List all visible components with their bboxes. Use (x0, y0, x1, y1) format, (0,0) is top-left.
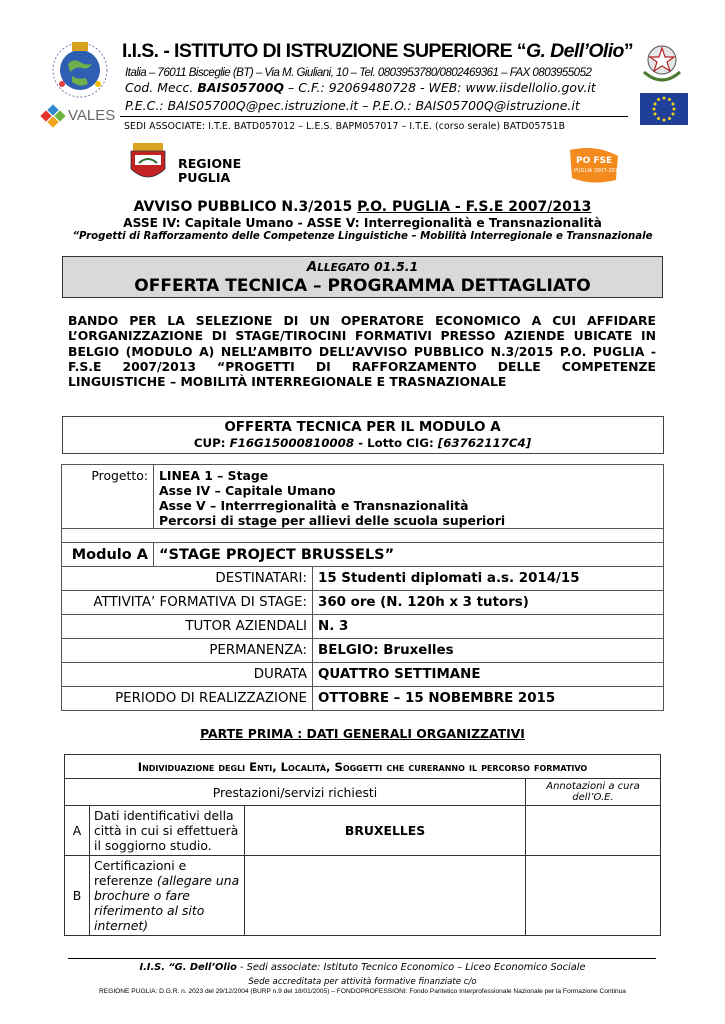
enti-table (64, 754, 661, 936)
po-fse-logo (566, 146, 622, 186)
footer-rule (68, 958, 656, 959)
po-fse-logo-text: PO FSE (576, 156, 613, 166)
detail-label: DURATA (62, 663, 313, 687)
row-letter: A (65, 806, 90, 856)
row-value[interactable]: BRUXELLES (245, 806, 526, 856)
row-description: Dati identificativi della città in cui si effettuerà il soggiorno studio. (90, 806, 245, 856)
detail-label: PERIODO DI REALIZZAZIONE (62, 687, 313, 711)
detail-value: QUATTRO SETTIMANE (313, 663, 664, 687)
progetto-label: Progetto: (62, 465, 154, 529)
bando-text: BANDO PER LA SELEZIONE DI UN OPERATORE ECONOMICO A CUI AFFIDARE L’ORGANIZZAZIONE DI STAGE/TIROCINI FORMATIVI PRESSO AZIENDE UBICATE IN BELGIO (MODULO A) NELL’AMBITO DELL’AVVISO PUBBLICO N.3/2015 P.O. PUGLIA - F.S.E 2007/2013 “PROGETTI DI RAFFORZAMENTO DELLE COMPETENZE LINGUISTICHE – MOBILITÀ INTERREGIONALE E TRASNAZIONALE (68, 313, 656, 390)
progetto-spacer (62, 529, 664, 543)
footer-line3: REGIONE PUGLIA: D.G.R. n. 2023 del 29/12/2004 (BURP n.9 del 18/01/2005) – FONDOPROFESSIONI: Fondo Paritetico Interprofessionale Nazionale per la Formazione Continua (99, 988, 626, 995)
regione-puglia-emblem-icon (127, 141, 169, 185)
eu-flag-icon (640, 93, 688, 125)
offerta-modulo-title: OFFERTA TECNICA PER IL MODULO A (224, 419, 501, 435)
progetto-details-table (61, 566, 664, 711)
detail-label: TUTOR AZIENDALI (62, 615, 313, 639)
avviso-project: “Progetti di Rafforzamento delle Competenze Linguistiche – Mobilità Interregionale e Transnazionale (72, 231, 653, 242)
modulo-label: Modulo A (62, 543, 154, 567)
offerta-modulo-cup: CUP: F16G15000810008 - Lotto CIG: [63762117C4] (193, 436, 532, 450)
italian-emblem-icon (640, 38, 684, 84)
allegato-title: OFFERTA TECNICA – PROGRAMMA DETTAGLIATO (134, 276, 591, 296)
enti-table-header: Individuazione degli Enti, Località, Soggetti che cureranno il percorso formativo (65, 755, 661, 779)
avviso-title: AVVISO PUBBLICO N.3/2015 P.O. PUGLIA - F.S.E 2007/2013 (133, 199, 592, 215)
row-value[interactable] (245, 856, 526, 936)
po-fse-logo-subtext: PUGLIA 2007-2013 (574, 168, 622, 174)
modulo-value: “STAGE PROJECT BRUSSELS” (154, 543, 664, 567)
parte-prima-heading: PARTE PRIMA : DATI GENERALI ORGANIZZATIVI (200, 726, 525, 741)
detail-value: BELGIO: Bruxelles (313, 639, 664, 663)
regione-puglia-label: REGIONE PUGLIA (178, 156, 242, 185)
detail-value: N. 3 (313, 615, 664, 639)
school-globe-logo (48, 36, 112, 100)
school-address: Italia – 76011 Bisceglie (BT) – Via M. Giuliani, 10 – Tel. 0803953780/0802469361 – FAX 0803955052 (125, 66, 592, 79)
vales-logo (40, 104, 120, 128)
allegato-label: ALLEGATO 01.5.1 (306, 259, 419, 275)
col-prestazioni: Prestazioni/servizi richiesti (65, 779, 526, 806)
detail-label: PERMANENZA: (62, 639, 313, 663)
vales-logo-text: VALES (68, 107, 116, 124)
row-annotation[interactable] (526, 806, 661, 856)
detail-value: OTTOBRE – 15 NOBEMBRE 2015 (313, 687, 664, 711)
school-name: I.I.S. - ISTITUTO DI ISTRUZIONE SUPERIORE “G. Dell’Olio” (122, 40, 634, 62)
row-description: Certificazioni e referenze (allegare una brochure o fare riferimento al sito internet) (90, 856, 245, 936)
footer-line2: Sede accreditata per attività formative finanziate c/o (248, 977, 477, 987)
detail-value: 360 ore (N. 120h x 3 tutors) (313, 591, 664, 615)
detail-value: 15 Studenti diplomati a.s. 2014/15 (313, 567, 664, 591)
school-codes: Cod. Mecc. BAIS05700Q – C.F.: 92069480728 - WEB: www.iisdellolio.gov.it (125, 80, 596, 95)
header-rule (120, 116, 628, 117)
row-annotation[interactable] (526, 856, 661, 936)
avviso-subtitle: ASSE IV: Capitale Umano - ASSE V: Interregionalità e Transnazionalità (123, 216, 602, 230)
progetto-table (61, 464, 664, 567)
detail-label: ATTIVITA’ FORMATIVA DI STAGE: (62, 591, 313, 615)
progetto-lines: LINEA 1 – Stage Asse IV – Capitale Umano Asse V – Interrregionalità e Transnazionalità Percorsi di stage per allievi delle scuola superiori (154, 465, 664, 529)
col-annotazioni: Annotazioni a cura dell’O.E. (526, 779, 661, 806)
detail-label: DESTINATARI: (62, 567, 313, 591)
school-email: P.E.C.: BAIS05700Q@pec.istruzione.it – P.E.O.: BAIS05700Q@istruzione.it (125, 98, 580, 113)
footer-line1: I.I.S. “G. Dell’Olio - Sedi associate: Istituto Tecnico Economico – Liceo Economico Sociale (139, 962, 586, 973)
sedi-associate: SEDI ASSOCIATE: I.T.E. BATD057012 – L.E.S. BAPM057017 – I.T.E. (corso serale) BATD05751B (124, 121, 566, 132)
row-letter: B (65, 856, 90, 936)
